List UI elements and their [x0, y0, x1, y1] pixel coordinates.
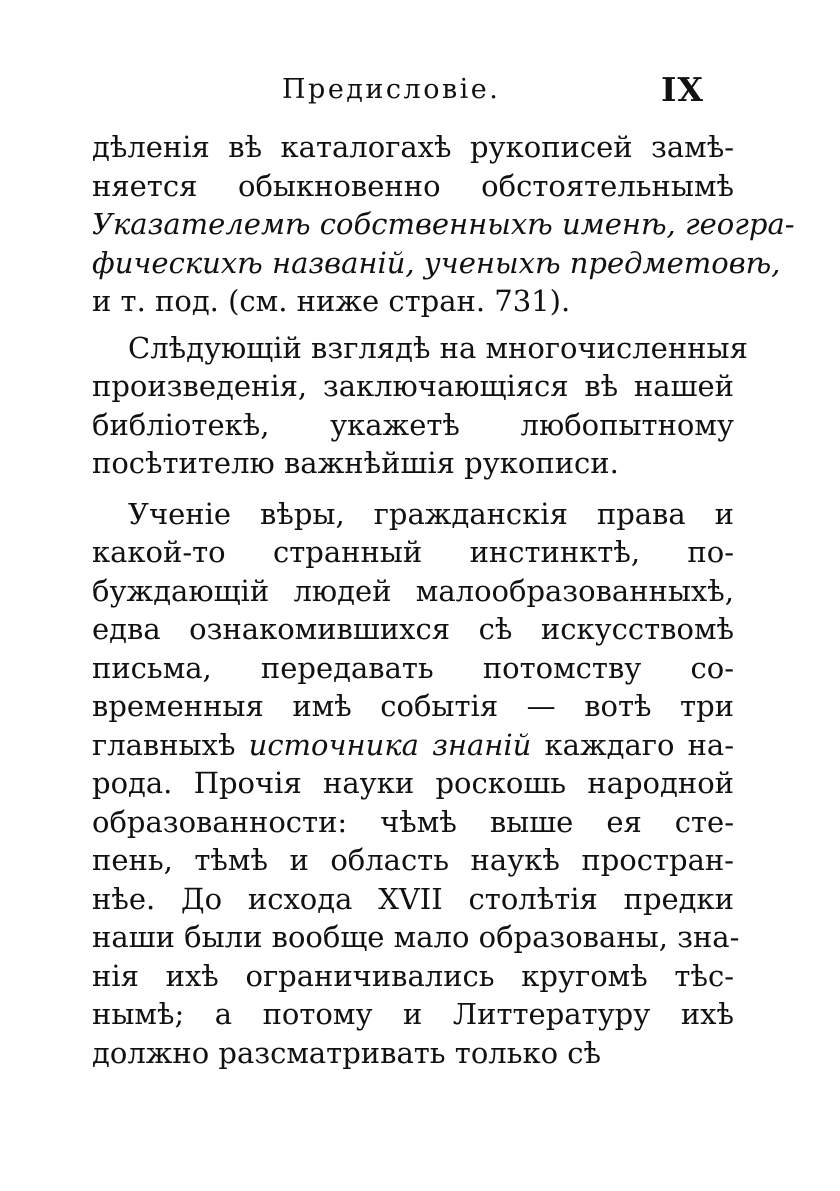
text-line [92, 995, 734, 1034]
text-segment: посѣтителю важнѣйшія рукописи. [92, 446, 619, 480]
text-line [92, 329, 748, 368]
text-line [92, 444, 734, 483]
text-segment: дѣленія вѣ каталогахѣ рукописей замѣ- [92, 130, 734, 164]
text-segment: письма, передавать потомству со- [92, 650, 734, 685]
text-segment: наши были вообще мало образованы, зна- [92, 920, 740, 954]
text-segment: едва ознакомившихся сѣ искусствомѣ [92, 612, 734, 646]
text-segment: няется обыкновенно обстоятельнымѣ [92, 168, 734, 203]
paragraph [92, 128, 795, 321]
running-head [96, 70, 732, 110]
text-line [92, 687, 734, 726]
body-text [92, 128, 795, 1072]
text-segment: какой-то странный инстинктѣ, по- [92, 535, 734, 569]
text-line [92, 841, 734, 880]
text-line [92, 726, 734, 765]
text-line [92, 282, 734, 321]
text-line [92, 167, 734, 206]
text-line [92, 1034, 734, 1073]
text-segment: должно разсматривать только сѣ [92, 1035, 602, 1070]
text-line [92, 205, 795, 244]
text-line [92, 244, 781, 283]
text-line [92, 367, 734, 406]
text-segment: пень, тѣмѣ и область наукѣ простран- [92, 843, 734, 877]
text-segment: нія ихѣ ограничивались кругомѣ тѣс- [92, 958, 734, 993]
text-segment: произведенія, заключающіяся вѣ нашей [92, 369, 734, 403]
text-line [92, 610, 734, 649]
text-segment: образованности: чѣмѣ выше ея сте- [92, 804, 734, 839]
text-segment: Слѣдующій взглядѣ на многочисленныя [128, 330, 748, 365]
italic-text-segment: Указателемѣ собственныхѣ именѣ, геогра- [92, 207, 795, 241]
text-segment: нымѣ; а потому и Литтературу ихѣ [92, 997, 734, 1031]
text-line [92, 495, 734, 534]
page-number: IX [660, 70, 704, 109]
text-line [92, 918, 740, 957]
italic-text-segment: источника знаній [248, 727, 532, 762]
text-line [92, 649, 734, 688]
text-segment: нѣе. До исхода XVII столѣтія предки [92, 881, 734, 916]
text-line [92, 572, 734, 611]
text-line [92, 533, 734, 572]
text-line [92, 803, 734, 842]
text-segment: Ученіе вѣры, гражданскія права и [128, 496, 734, 531]
text-segment: буждающій людей малообразованныхѣ, [92, 573, 734, 608]
text-segment: рода. Прочія науки роскошь народной [92, 766, 734, 800]
text-line [92, 764, 734, 803]
text-segment: и т. под. (см. ниже стран. 731). [92, 284, 571, 318]
paragraph [92, 495, 740, 1073]
text-line [92, 957, 734, 996]
text-line [92, 128, 734, 167]
italic-text-segment: фическихѣ названій, ученыхѣ предметовѣ, [92, 245, 781, 280]
running-title: Предисловіе. [282, 74, 501, 105]
paragraph [92, 329, 748, 483]
text-line [92, 880, 734, 919]
text-segment: главныхѣ [92, 727, 249, 762]
text-line [92, 406, 734, 445]
text-segment: библіотекѣ, укажетѣ любопытному [92, 407, 734, 442]
text-segment: временныя имѣ событія — вотѣ три [92, 689, 734, 723]
text-segment: каждаго на- [531, 727, 734, 762]
